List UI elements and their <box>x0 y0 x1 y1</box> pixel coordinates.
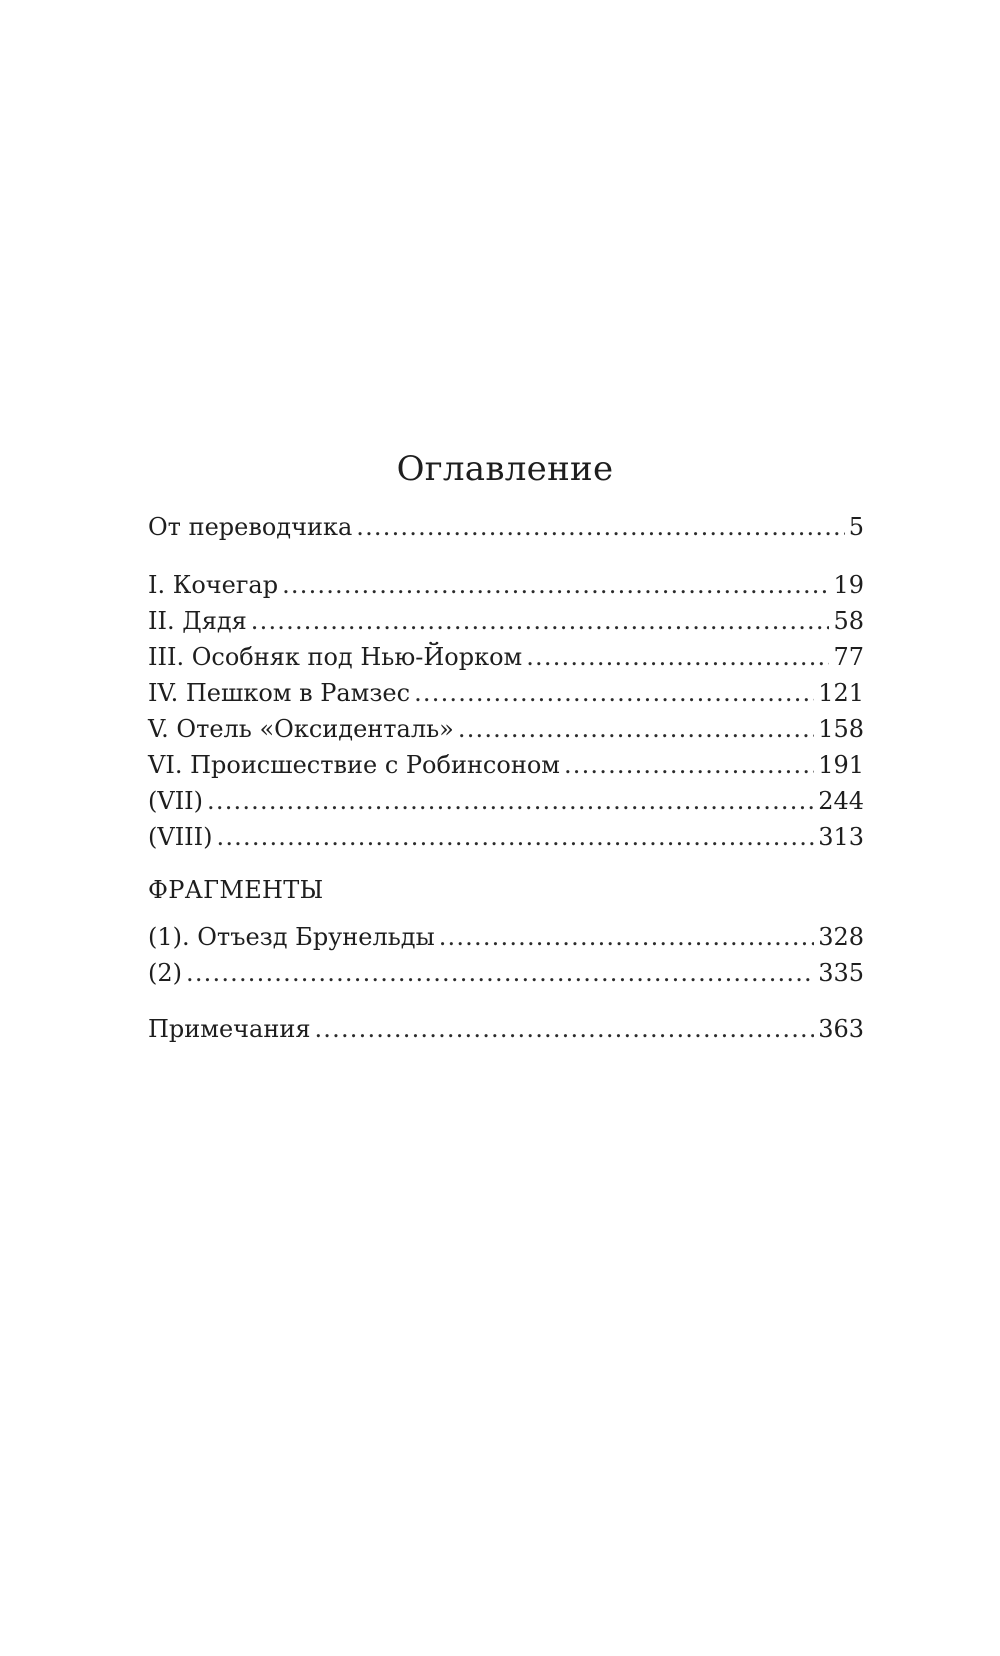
toc-entry <box>148 643 864 671</box>
toc-entry-page: 313 <box>818 823 864 851</box>
toc-entry <box>148 923 864 951</box>
dot-leader <box>186 959 814 987</box>
toc-entry <box>148 679 864 707</box>
toc-entry-label: (VIII) <box>148 823 213 851</box>
toc-entry-page: 77 <box>833 643 864 671</box>
toc-entry-page: 244 <box>818 787 864 815</box>
toc-entry <box>148 1015 864 1043</box>
toc-entry-page: 335 <box>818 959 864 987</box>
dot-leader <box>458 715 814 743</box>
toc-entry <box>148 571 864 599</box>
dot-leader <box>356 513 844 541</box>
toc-entry <box>148 787 864 815</box>
toc-entry-label: (2) <box>148 959 182 987</box>
toc-entry-page: 328 <box>818 923 864 951</box>
toc-entry-label: III. Особняк под Нью-Йорком <box>148 643 523 671</box>
fragments-heading: ФРАГМЕНТЫ <box>148 876 324 904</box>
dot-leader <box>564 751 814 779</box>
dot-leader <box>282 571 829 599</box>
toc-entry-page: 191 <box>818 751 864 779</box>
toc-entry-label: (1). Отъезд Брунельды <box>148 923 435 951</box>
toc-entry-label: II. Дядя <box>148 607 247 635</box>
toc-entry <box>148 513 864 541</box>
dot-leader <box>314 1015 814 1043</box>
toc-entry <box>148 607 864 635</box>
toc-entry-page: 58 <box>833 607 864 635</box>
page-title: Оглавление <box>396 449 614 489</box>
toc-entry-label: VI. Происшествие с Робинсоном <box>148 751 560 779</box>
dot-leader <box>526 643 829 671</box>
toc-entry-page: 5 <box>848 513 864 541</box>
toc-entry-page: 19 <box>833 571 864 599</box>
toc-entry <box>148 959 864 987</box>
toc-entry-label: От переводчика <box>148 513 353 541</box>
toc-entry-page: 158 <box>818 715 864 743</box>
toc-entry <box>148 823 864 851</box>
toc-entry-label: V. Отель «Оксиденталь» <box>148 715 454 743</box>
toc-entry-page: 121 <box>818 679 864 707</box>
dot-leader <box>439 923 815 951</box>
dot-leader <box>414 679 814 707</box>
toc-entry-label: (VII) <box>148 787 204 815</box>
dot-leader <box>217 823 815 851</box>
toc-entry <box>148 715 864 743</box>
dot-leader <box>207 787 814 815</box>
toc-entry-page: 363 <box>818 1015 864 1043</box>
dot-leader <box>251 607 830 635</box>
toc-entry <box>148 751 864 779</box>
toc-entry-label: IV. Пешком в Рамзес <box>148 679 411 707</box>
toc-entry-label: Примечания <box>148 1015 311 1043</box>
toc-entry-label: I. Кочегар <box>148 571 279 599</box>
